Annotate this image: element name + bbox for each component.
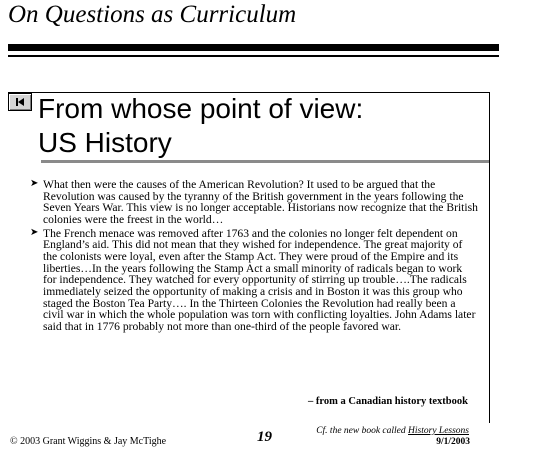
bullet-arrow-icon: ➤ — [30, 178, 39, 189]
slide-title-rule — [41, 160, 489, 163]
bullet-arrow-icon: ➤ — [30, 226, 39, 238]
skip-back-icon — [15, 97, 25, 107]
footer-copyright: © 2003 Grant Wiggins & Jay McTighe — [10, 436, 167, 447]
bullet-item — [29, 228, 478, 333]
slide-frame — [8, 92, 490, 423]
slide-title-line1: From whose point of view: — [38, 93, 364, 124]
footer-note-book: History Lessons — [408, 426, 469, 436]
slide-title-line2: US History — [38, 127, 172, 158]
footer-note — [316, 426, 469, 436]
slide-title — [38, 92, 363, 160]
header-rule-thin — [8, 55, 499, 57]
slide-nav-button[interactable] — [8, 93, 32, 111]
bullet-item — [29, 179, 478, 226]
footer-note-prefix: Cf. the new book called — [316, 426, 409, 436]
quote-attribution: – from a Canadian history textbook — [308, 396, 468, 407]
bullet-list — [29, 179, 478, 335]
footer-date: 9/1/2003 — [436, 437, 470, 447]
page-header-title: On Questions as Curriculum — [8, 1, 297, 28]
footer-page-number: 19 — [257, 429, 272, 445]
header-rule-thick — [8, 44, 499, 51]
bullet-text: The French menace was removed after 1763 and the colonies no longer felt dependent on England’s aid. This did not mean that they wished for independence. The great majority of the colonists were loyal, even after the Stamp Act. They were proud of the Empire and its liberties…In the years following the Stamp Act a small minority of radicals began to work for independence. They watched for every opportunity of stirring up trouble….The radicals immediately seized the opportunity of making a crisis and in Boston it was this group who staged the Boston Tea Party…. In the Thirteen Colonies the Revolution had really been a civil war in which the whole population was torn with conflicting loyalties. John Adams later said that in 1776 probably not more than one-third of the people favored war. — [43, 226, 476, 333]
bullet-text: What then were the causes of the American Revolution? It used to be argued that the Revolution was caused by the tyranny of the British government in the years following the Seven Years War. This view is no longer acceptable. Historians now recognize that the British colonies were the freest in the world… — [43, 178, 478, 226]
